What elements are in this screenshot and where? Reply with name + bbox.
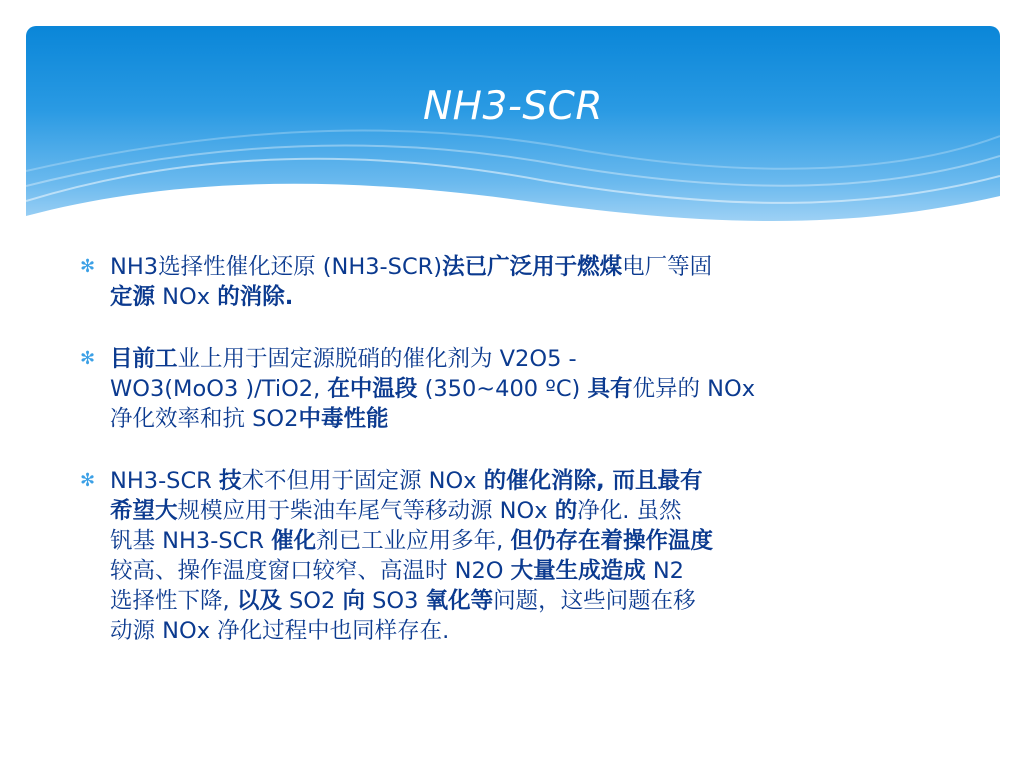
bullet-text-bold-run: 希望大 [110, 498, 178, 524]
banner-wave-decoration [26, 26, 1000, 266]
bullet-text-run: 优异的 NOx [632, 376, 756, 402]
bullet-item [80, 466, 930, 646]
bullet-text-run: 电厂等固 [622, 254, 713, 280]
bullet-text-bold-run: 的 [554, 498, 578, 524]
bullet-item [80, 344, 930, 434]
bullet-text-run: NOx [155, 284, 218, 310]
title-banner [26, 26, 1000, 266]
bullet-text-bold-run: 在中温段 [327, 376, 418, 402]
bullet-text-bold-run: 目前工 [110, 346, 178, 372]
bullet-text-bold-run: 氧化等 [425, 588, 494, 614]
bullet-list [80, 252, 930, 646]
bullet-text-run: 钒基 NH3-SCR [110, 528, 272, 554]
bullet-text-bold-run: 但仍存在着操作温度 [510, 528, 713, 554]
bullet-text-bold-run: 向 [342, 588, 365, 614]
bullet-text-run: N2 [645, 558, 684, 584]
bullet-text-run: 剂已工业应用多年, [316, 528, 511, 554]
slide-title: NH3-SCR [423, 84, 603, 129]
bullet-text-bold-run: 的消除. [217, 284, 294, 310]
bullet-text-run: (350~400 ºC) [417, 376, 588, 402]
bullet-text-bold-run: 法已广泛用于燃煤 [442, 254, 623, 280]
bullet-text-run: 较高、操作温度窗口较窄、高温时 N2O [110, 558, 511, 584]
bullet-icon: ✻ [80, 470, 96, 491]
bullet-text-run: 业上用于固定源脱硝的催化剂为 V2O5 - [177, 346, 577, 372]
bullet-text-run: SO3 [364, 588, 426, 614]
bullet-text [110, 346, 755, 432]
bullet-text-bold-run: 以及 [236, 588, 282, 614]
bullet-text-bold-run: 技 [218, 468, 242, 494]
bullet-text-run: NH3-SCR [110, 468, 219, 494]
bullet-text-bold-run: 中毒性能 [298, 406, 389, 432]
bullet-text-bold-run: 大量生成造成 [510, 558, 646, 584]
bullet-text-run: 术不但用于固定源 NOx [241, 468, 484, 494]
bullet-text-bold-run: 的催化消除, 而且最有 [483, 468, 703, 494]
bullet-text [110, 254, 712, 310]
bullet-text-run: WO3(MoO3 )/TiO2, [110, 376, 328, 402]
bullet-text-run: SO2 [281, 588, 343, 614]
bullet-text-run: 净化效率和抗 SO2 [110, 406, 299, 432]
bullet-icon: ✻ [80, 348, 96, 369]
bullet-icon: ✻ [80, 256, 96, 277]
bullet-text-run: 净化. 虽然 [577, 498, 682, 524]
bullet-text-run: 动源 NOx 净化过程中也同样存在. [110, 618, 450, 644]
bullet-text-run: NH3选择性催化还原 (NH3-SCR) [110, 254, 443, 280]
bullet-text-bold-run: 具有 [587, 376, 633, 402]
bullet-text-run: 规模应用于柴油车尾气等移动源 NOx [177, 498, 555, 524]
bullet-text [110, 468, 713, 644]
bullet-text-bold-run: 催化 [271, 528, 317, 554]
bullet-text-run: 问题，这些问题在移 [493, 588, 696, 614]
bullet-text-run: 选择性下降, [110, 588, 237, 614]
bullet-text-bold-run: 定源 [110, 284, 156, 310]
bullet-item [80, 252, 930, 312]
